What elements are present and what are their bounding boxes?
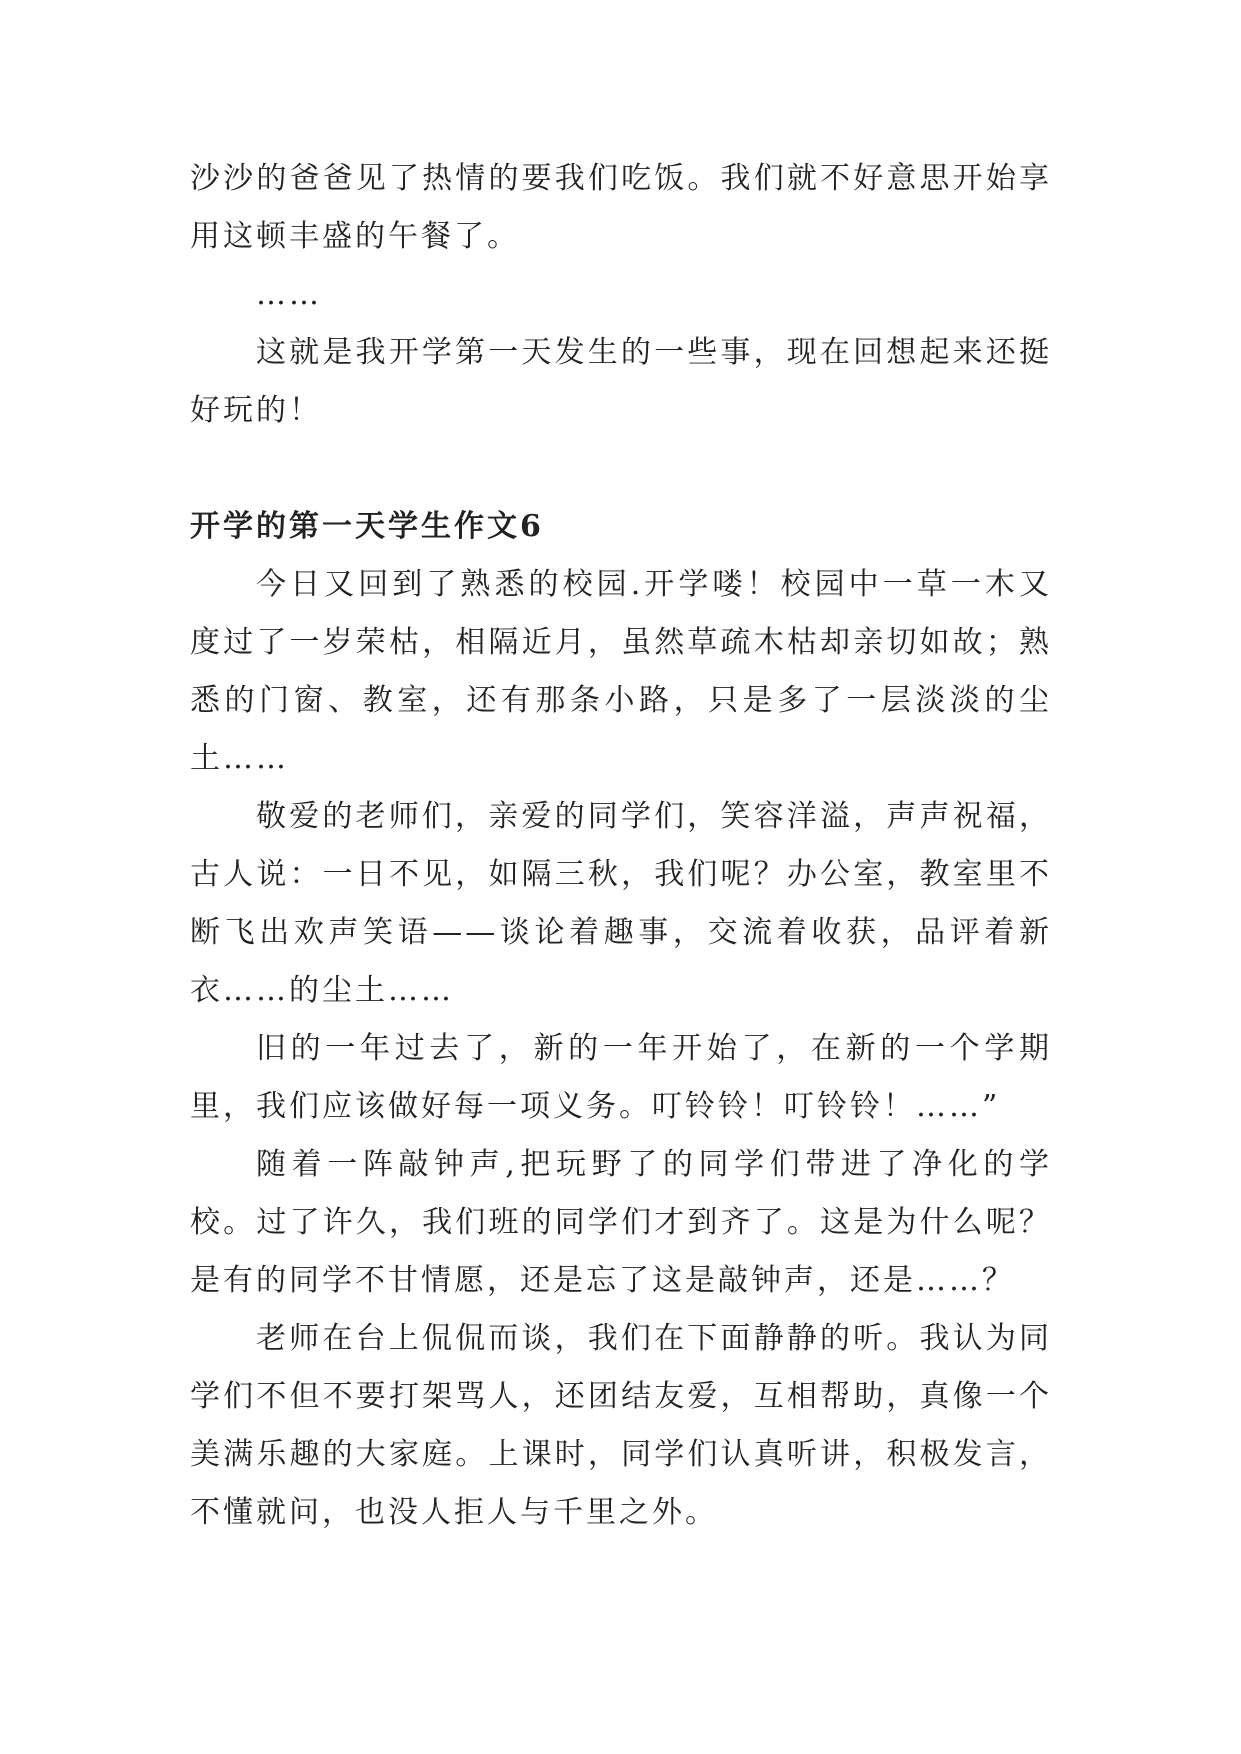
- paragraph: 随着一阵敲钟声,把玩野了的同学们带进了净化的学校。过了许久，我们班的同学们才到齐了。这是为什么呢？是有的同学不甘情愿，还是忘了这是敲钟声，还是……？: [190, 1147, 1052, 1298]
- paragraph: 今日又回到了熟悉的校园.开学喽！校园中一草一木又度过了一岁荣枯，相隔近月，虽然草疏木枯却亲切如故；熟悉的门窗、教室，还有那条小路，只是多了一层淡淡的尘土……: [190, 567, 1052, 776]
- paragraph-ellipsis: ……: [256, 277, 322, 312]
- section-gap: [190, 440, 1052, 498]
- paragraph-continued: 沙沙的爸爸见了热情的要我们吃饭。我们就不好意思开始享用这顿丰盛的午餐了。: [190, 161, 1052, 254]
- document-page: [190, 150, 1052, 1542]
- paragraph: 敬爱的老师们，亲爱的同学们，笑容洋溢，声声祝福，古人说：一日不见，如隔三秋，我们呢？办公室，教室里不断飞出欢声笑语——谈论着趣事，交流着收获，品评着新衣……的尘土……: [190, 799, 1052, 1008]
- paragraph: 老师在台上侃侃而谈，我们在下面静静的听。我认为同学们不但不要打架骂人，还团结友爱，互相帮助，真像一个美满乐趣的大家庭。上课时，同学们认真听讲，积极发言，不懂就问，也没人拒人与千里之外。: [190, 1321, 1052, 1530]
- paragraph-conclusion: 这就是我开学第一天发生的一些事，现在回想起来还挺好玩的！: [190, 335, 1052, 428]
- essay-title: 开学的第一天学生作文6: [190, 509, 544, 544]
- paragraph: 旧的一年过去了，新的一年开始了，在新的一个学期里，我们应该做好每一项义务。叮铃铃！叮铃铃！……”: [190, 1031, 1052, 1124]
